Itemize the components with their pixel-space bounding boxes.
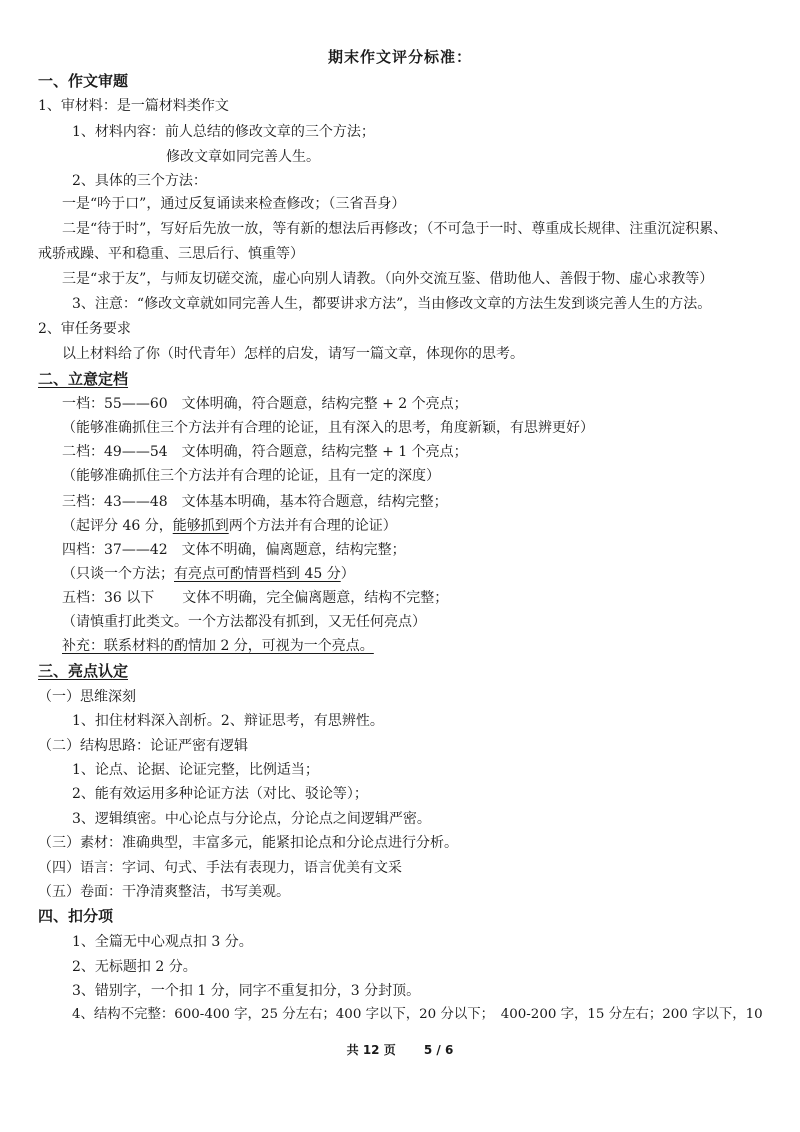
total-pages: 共 12 页 [346,1043,396,1057]
text-line: 戒骄戒躁、平和稳重、三思后行、慎重等） [38,246,304,262]
supplement-note: 补充：联系材料的酌情加 2 分，可视为一个亮点。 [62,638,374,654]
grade-3: 三档：43——48 文体基本明确，基本符合题意，结构完整； [62,494,448,510]
highlight-e: （五）卷面：干净清爽整洁，书写美观。 [38,884,290,900]
text-line: 1、材料内容：前人总结的修改文章的三个方法； [72,124,375,140]
deduction-2: 2、无标题扣 2 分。 [72,959,197,975]
highlight-b-1: 1、论点、论据、论证完整，比例适当； [72,762,319,778]
grade-4-note: （只谈一个方法；有亮点可酌情晋档到 45 分） [62,566,355,582]
text-line: 3、注意：“修改文章就如同完善人生，都要讲求方法”，当由修改文章的方法生发到谈完善人生的方法。 [72,296,712,312]
highlight-b: （二）结构思路：论证严密有逻辑 [38,738,248,754]
section-heading-2: 二、立意定档 [38,370,129,388]
highlight-a-1: 1、扣住材料深入剖析。2、辩证思考，有思辨性。 [72,713,384,729]
grade-5: 五档：36 以下 文体不明确，完全偏离题意，结构不完整； [62,590,449,606]
subheading-review-task: 2、审任务要求 [38,321,131,337]
grade-2: 二档：49——54 文体明确，符合题意，结构完整 + 1 个亮点； [62,444,468,460]
highlight-b-2: 2、能有效运用多种论证方法（对比、驳论等）； [72,786,368,802]
grade-1-note: （能够准确抓住三个方法并有合理的论证，且有深入的思考，角度新颖，有思辨更好） [62,420,594,436]
page-number: 5 / 6 [423,1043,454,1057]
text-line: 2、具体的三个方法： [72,173,207,189]
highlight-b-3: 3、逻辑缜密。中心论点与分论点，分论点之间逻辑严密。 [72,811,431,827]
grade-1: 一档：55——60 文体明确，符合题意，结构完整 + 2 个亮点； [62,396,468,412]
grade-4: 四档：37——42 文体不明确，偏离题意，结构完整； [62,542,406,558]
section-heading-1: 一、作文审题 [38,72,129,90]
deduction-4: 4、结构不完整：600-400 字，25 分左右；400 字以下，20 分以下； 400-200 字，15 分左右；200 字以下，10 [72,1007,763,1022]
text-line: 以上材料给了你（时代青年）怎样的启发，请写一篇文章，体现你的思考。 [62,346,524,362]
highlight-d: （四）语言：字词、句式、手法有表现力，语言优美有文采 [38,860,402,876]
highlight-c: （三）素材：准确典型，丰富多元，能紧扣论点和分论点进行分析。 [38,835,458,851]
text-line: 三是“求于友”，与师友切磋交流，虚心向别人请教。（向外交流互鉴、借助他人、善假于物、虚心求教等） [62,271,714,287]
grade-2-note: （能够准确抓住三个方法并有合理的论证，且有一定的深度） [62,468,440,484]
highlight-a: （一）思维深刻 [38,689,136,705]
section-heading-4: 四、扣分项 [38,907,114,925]
page-title: 期末作文评分标准： [327,48,472,66]
text-line: 一是“吟于口”，通过反复诵读来检查修改；（三省吾身） [62,196,406,212]
text-line: 二是“待于时”，写好后先放一放，等有新的想法后再修改；（不可急于一时、尊重成长规律、注重沉淀积累、 [62,221,728,237]
deduction-1: 1、全篇无中心观点扣 3 分。 [72,934,253,950]
text-line: 修改文章如同完善人生。 [166,149,320,165]
page-footer [0,1041,800,1058]
subheading-review-material: 1、审材料：是一篇材料类作文 [38,98,229,114]
grade-5-note: （请慎重打此类文。一个方法都没有抓到，又无任何亮点） [62,614,426,630]
deduction-3: 3、错别字，一个扣 1 分，同字不重复扣分，3 分封顶。 [72,983,421,999]
grade-3-note: （起评分 46 分，能够抓到两个方法并有合理的论证） [62,518,397,534]
section-heading-3: 三、亮点认定 [38,662,129,680]
